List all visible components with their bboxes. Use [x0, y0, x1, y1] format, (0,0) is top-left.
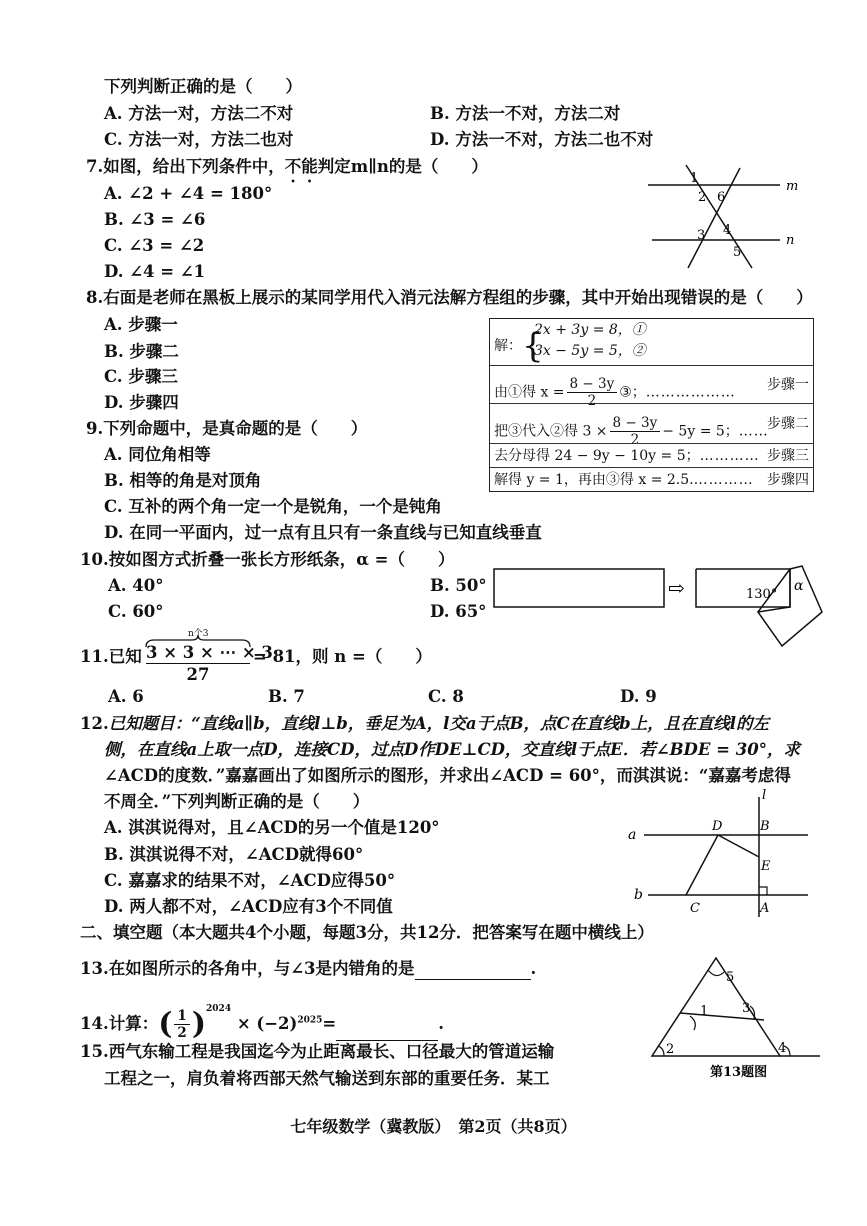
q12-segment-de: [718, 835, 759, 857]
q7-stem-after: 判定m∥n的是（ ）: [317, 157, 488, 176]
q7-option-d: D. ∠4 = ∠1: [104, 262, 206, 281]
q7-stem-before: 如图，给出下列条件中，: [103, 157, 285, 176]
q8-s3: 去分母得 24 − 9y − 10y = 5；: [494, 448, 700, 464]
q8-step-label-2: 步骤二: [767, 416, 809, 432]
q8-s1-num: 8 − 3y: [567, 376, 618, 393]
q11-stem-post: = 81，则 n =（ ）: [253, 647, 432, 666]
q7-label-1: 1: [690, 171, 699, 186]
q8-brace: {: [522, 326, 544, 366]
q7-figure: [640, 160, 800, 275]
q13-label-5: 5: [726, 970, 735, 985]
q7-label-6: 6: [717, 190, 726, 205]
q14-mid: × (−2): [236, 1014, 298, 1033]
q10-stem-text: 按如图方式折叠一张长方形纸条，α =（ ）: [108, 550, 455, 569]
q10-alpha-label: α: [794, 578, 804, 594]
q9-stem: [86, 418, 367, 440]
q8-jie: 解：: [494, 338, 522, 354]
q10-angle-label: 130°: [746, 587, 778, 602]
q11-option-b: B. 7: [268, 687, 305, 706]
q13-arc-1: [690, 1016, 695, 1030]
q12-label-e: E: [761, 859, 771, 874]
q12-line-1: [80, 713, 769, 735]
q11-option-d: D. 9: [620, 687, 657, 706]
q10-folded-flap: [758, 566, 822, 646]
q14-paren-right: ): [191, 1006, 207, 1042]
q12-line-4: 不周全．”下列判断正确的是（ ）: [104, 792, 370, 811]
q8-blackboard: [489, 318, 814, 492]
q7-label-4: 4: [723, 223, 732, 238]
q14-eq: =: [322, 1014, 337, 1033]
q8-row-step2: [490, 403, 813, 448]
page-footer: 七年级数学（冀教版） 第2页（共8页）: [290, 1117, 577, 1136]
q6-option-b: B. 方法一不对，方法二对: [430, 104, 621, 123]
q8-step-label-1: 步骤一: [767, 377, 809, 393]
q9-option-d: D. 在同一平面内，过一点有且只有一条直线与已知直线垂直: [104, 523, 542, 542]
q9-option-a: A. 同位角相等: [104, 445, 211, 464]
q14-frac-den: 2: [177, 1025, 187, 1041]
q8-s3-dots: …………: [699, 448, 760, 464]
q8-row-step1: [490, 365, 813, 409]
section2-title: 二、填空题（本大题共4个小题，每题3分，共12分．把答案写在题中横线上）: [80, 923, 654, 942]
q6-option-c: C. 方法一对，方法二也对: [104, 130, 294, 149]
q10-option-b: B. 50°: [430, 576, 487, 595]
q13-label-3: 3: [742, 1001, 751, 1016]
q12-segment-cd: [686, 835, 718, 895]
q12-figure: [620, 785, 820, 920]
q12-label-d: D: [712, 819, 723, 834]
q10-option-c: C. 60°: [108, 602, 164, 621]
q8-option-d: D. 步骤四: [104, 393, 179, 412]
q9-stem-text: 下列命题中，是真命题的是（ ）: [103, 419, 368, 438]
q14-expression: [80, 998, 444, 1044]
q12-label-l: l: [762, 788, 767, 803]
q11-number: 11.: [80, 647, 109, 666]
q8-stem-text: 右面是老师在黑板上展示的某同学用代入消元法解方程组的步骤，其中开始出现错误的是（ ）: [103, 288, 813, 307]
q8-s2-post: − 5y = 5；: [662, 423, 739, 440]
q15-number: 15.: [80, 1042, 109, 1061]
q10-number: 10.: [80, 550, 109, 569]
q8-s2-dots: ……: [738, 423, 769, 440]
q7-label-3: 3: [697, 228, 706, 243]
q12-line-2: 侧，在直线a上取一点D，连接CD，过点D作DE⊥CD，交直线l于点E．若∠BDE = 30°，求: [104, 740, 800, 759]
q13-label-1: 1: [700, 1004, 709, 1019]
q11-stem-pre: 已知: [108, 647, 142, 666]
q12-number: 12.: [80, 714, 109, 733]
q10-strip-rect: [494, 569, 664, 607]
q6-option-a: A. 方法一对，方法二不对: [104, 104, 294, 123]
q7-stem: [86, 156, 488, 186]
q12-option-d: D. 两人都不对，∠ACD应有3个不同值: [104, 897, 393, 916]
q8-option-a: A. 步骤一: [104, 315, 178, 334]
q6-stem: 下列判断正确的是（ ）: [104, 77, 302, 96]
q14-exp2: 2025: [297, 1015, 323, 1026]
q10-arrow: ⇨: [668, 576, 685, 600]
q10-option-a: A. 40°: [108, 576, 164, 595]
q13-caption: 第13题图: [710, 1065, 768, 1080]
q10-option-d: D. 65°: [430, 602, 487, 621]
q13-figure: [644, 950, 824, 1085]
q14-pre: 计算：: [108, 1014, 159, 1033]
q12-line-3: ∠ACD的度数．”嘉嘉画出了如图所示的图形，并求出∠ACD = 60°，而淇淇说：“嘉嘉考虑得: [104, 766, 791, 785]
q8-row-step3: [490, 443, 813, 468]
q8-step4-content: [494, 471, 754, 489]
q12-label-a: a: [628, 827, 637, 843]
q13-tail: .: [530, 959, 537, 978]
q14-paren-left: (: [158, 1006, 173, 1042]
q10-stem: [80, 549, 455, 571]
q8-s2-pre: 把③代入②得 3 ×: [494, 423, 608, 440]
q13-stem: [80, 958, 536, 980]
q14-answer-blank[interactable]: [336, 1024, 438, 1041]
q12-option-a: A. 淇淇说得对，且∠ACD的另一个值是120°: [104, 818, 440, 837]
q8-number: 8.: [86, 288, 104, 307]
q15-line-1: [80, 1041, 554, 1063]
q15-text-1: 西气东输工程是我国迄今为止距离最长、口径最大的管道运输: [108, 1042, 555, 1061]
q11-denominator: 27: [186, 665, 210, 684]
q15-line-2: 工程之一，肩负着将西部天然气输送到东部的重要任务．某工: [104, 1069, 550, 1088]
q7-option-a: A. ∠2 + ∠4 = 180°: [104, 184, 273, 203]
q10-figure: [490, 562, 830, 652]
q8-eq2: 3x − 5y = 5，②: [534, 343, 646, 359]
q12-option-b: B. 淇淇说得不对，∠ACD就得60°: [104, 845, 364, 864]
q8-s2-num: 8 − 3y: [610, 415, 661, 432]
q8-s4: 解得 y = 1，再由③得 x = 2.5.: [494, 472, 694, 488]
q11-brace-top-label: n个3: [188, 629, 209, 639]
q6-option-d: D. 方法一不对，方法二也不对: [430, 130, 654, 149]
q8-s1-dots: ………………: [645, 384, 736, 401]
q8-row-step4: [490, 467, 813, 492]
q8-s1-den: 2: [587, 393, 597, 409]
q13-label-4: 4: [778, 1041, 787, 1056]
q13-label-2: 2: [666, 1042, 675, 1057]
q7-label-5: 5: [733, 245, 742, 260]
q14-number: 14.: [80, 1014, 109, 1033]
q13-arc-2: [658, 1046, 664, 1056]
q13-stem-text: 在如图所示的各角中，与∠3是内错角的是: [108, 959, 415, 978]
q12-right-angle-mark: [759, 887, 767, 895]
q14-exp1: 2024: [206, 1004, 232, 1014]
q8-s2-den: 2: [630, 432, 640, 448]
q8-s4-dots: …………: [693, 472, 754, 488]
q8-eq1: 2x + 3y = 8，①: [534, 322, 646, 338]
q9-number: 9.: [86, 419, 104, 438]
q8-step-label-4: 步骤四: [767, 472, 809, 488]
q7-number: 7.: [86, 157, 104, 176]
q12-label-b-line: b: [634, 887, 643, 903]
q8-step-label-3: 步骤三: [767, 448, 809, 464]
q7-label-m: m: [786, 179, 799, 194]
q8-stem: [86, 287, 813, 309]
q14-frac-num: 1: [174, 1008, 189, 1025]
q8-s1-pre: 由①得 x =: [494, 384, 565, 401]
q7-label-2: 2: [698, 190, 707, 205]
q12-text-1: 已知题目：“直线a∥b，直线l⊥b，垂足为A，l交a于点B，点C在直线b上，且在直线l的左: [108, 714, 769, 733]
q13-answer-blank[interactable]: [415, 963, 531, 980]
q14-fraction: [174, 1008, 189, 1041]
q12-option-c: C. 嘉嘉求的结果不对，∠ACD应得50°: [104, 871, 396, 890]
q8-step3-content: [494, 447, 760, 465]
q7-stem-emph: 不能: [284, 157, 318, 176]
q9-option-b: B. 相等的角是对顶角: [104, 471, 262, 490]
q9-option-c: C. 互补的两个角一定一个是锐角，一个是钝角: [104, 497, 442, 516]
q11-option-c: C. 8: [428, 687, 464, 706]
q11-number-line: [80, 646, 142, 668]
q8-s1-post: ③；: [619, 384, 646, 401]
q11-numerator: 3 × 3 × ⋯ × 3: [146, 643, 273, 662]
q12-label-a-point: A: [760, 901, 770, 916]
q7-option-b: B. ∠3 = ∠6: [104, 210, 206, 229]
q12-label-c: C: [690, 901, 700, 916]
q7-option-c: C. ∠3 = ∠2: [104, 236, 205, 255]
q8-option-b: B. 步骤二: [104, 342, 179, 361]
q7-label-n: n: [786, 233, 795, 248]
q12-label-b-point: B: [760, 819, 770, 834]
q8-option-c: C. 步骤三: [104, 367, 178, 386]
q13-arc-5: [708, 970, 724, 976]
q14-tail: .: [438, 1014, 444, 1033]
q13-number: 13.: [80, 959, 109, 978]
q11-option-a: A. 6: [108, 687, 144, 706]
